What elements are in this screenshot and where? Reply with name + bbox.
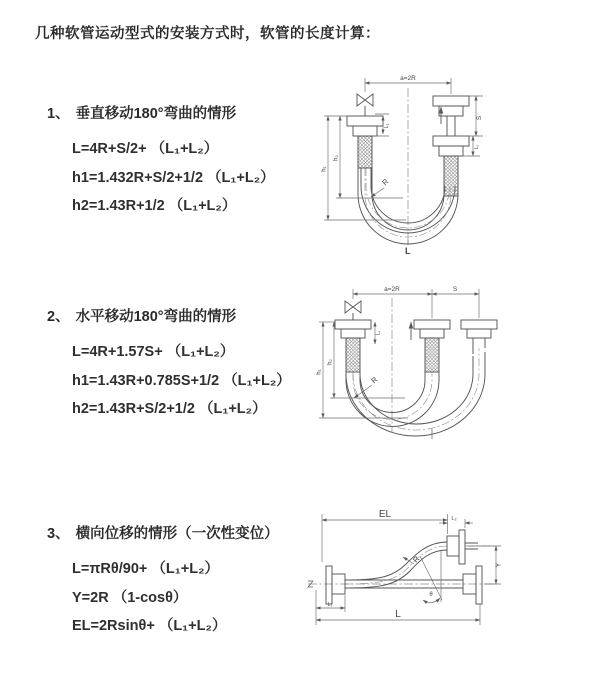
section-number: 2、 [47,309,70,325]
page-title: 几种软管运动型式的安装方式时，软管的长度计算： [35,26,380,42]
dim-label-s: S [452,286,458,293]
diagram-horizontal-180 [313,282,600,462]
section-horizontal-180 [47,305,291,424]
radius-label: R [410,554,422,565]
dim-label-l1: L₁ [327,602,333,608]
top-right-flange [447,530,478,564]
bottom-right-flange [463,566,482,604]
dim-label-a2r: a=2R [400,75,416,82]
dim-label-el: EL [378,509,392,520]
section-lateral-displacement [47,522,279,641]
formula-line: h1=1.432R+S/2+1/2 （L₁+L₂） [72,169,275,186]
formula-list [72,555,279,641]
radius-label: R [369,374,380,386]
length-label: L [405,246,411,256]
section-heading [47,102,275,123]
section-heading [47,522,279,543]
formula-list [72,338,291,424]
dim-label-l2: L₂ [451,516,457,522]
valve-icon [345,301,361,313]
dim-label-s: S [476,115,483,121]
hose-loops [346,352,485,436]
formula-line: L=πRθ/90+ （L₁+L₂） [72,561,220,577]
dim-label-h1: h₁ [321,166,328,172]
braided-hose-section [425,338,439,372]
hose-centerline [345,546,447,584]
dim-label-h2: h₂ [333,155,340,161]
section-number: 3、 [47,526,70,542]
radius-label: R [380,176,391,188]
section-heading [47,305,291,326]
dimension-lines [316,289,479,439]
dim-label-l: L [395,609,401,620]
braided-hose-section [358,136,372,168]
formula-line: EL=2Rsinθ+ （L₁+L₂） [72,618,227,634]
braided-hose-section [444,156,458,196]
section-heading-text: 垂直移动180°弯曲的情形 [75,106,237,122]
dimension-lines [316,514,501,625]
formula-list [72,135,275,221]
valve-icon [357,94,373,106]
dim-label-y: Y [495,562,503,568]
left-flange [326,566,345,604]
formula-line: h2=1.43R+1/2 （L₁+L₂） [72,198,237,214]
dim-label-l1-left: L₁ [384,123,390,129]
dim-label-l1-right: L₁ [474,144,480,150]
diagram-lateral-displacement [298,498,600,655]
section-vertical-180 [47,102,275,221]
dim-label-a2r: a=2R [384,286,400,293]
section-number: 1、 [47,106,70,122]
formula-line: h2=1.43R+S/2+1/2 （L₁+L₂） [72,401,267,417]
middle-pipe-fitting [414,320,450,372]
left-pipe-fitting [347,106,383,168]
right-pipe-fitting [433,96,469,196]
dim-label-h1: h₁ [316,369,323,375]
dim-label-l1: L₁ [375,330,382,336]
braided-hose-section [346,338,360,372]
dimension-lines [321,78,483,245]
dim-label-h2: h₂ [327,359,334,365]
formula-line: h1=1.43R+0.785S+1/2 （L₁+L₂） [72,372,291,389]
diagram-vertical-180 [313,68,595,264]
left-pipe-fitting [335,313,371,372]
section-heading-text: 横向位移的情形（一次性变位） [75,526,279,542]
formula-line: L=4R+S/2+ （L₁+L₂） [72,141,219,157]
section-heading-text: 水平移动180°弯曲的情形 [75,309,237,325]
angle-theta-label: θ [429,592,433,598]
formula-line: L=4R+1.57S+ （L₁+L₂） [72,344,235,360]
formula-line: Y=2R （1-cosθ） [72,589,188,606]
